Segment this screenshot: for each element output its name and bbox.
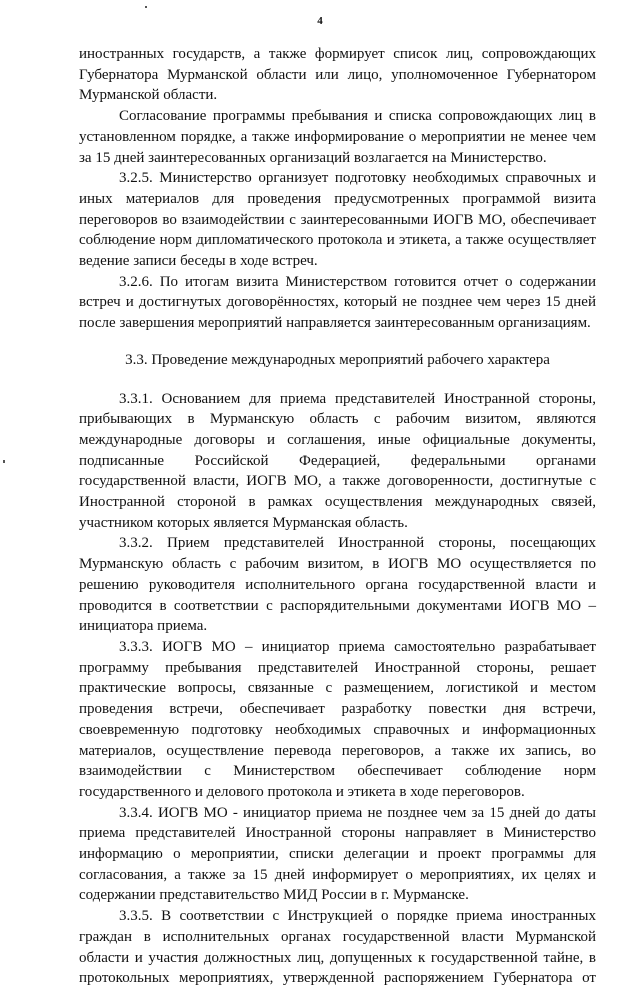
- paragraph-continuation: иностранных государств, а также формирует список лиц, сопровождающих Губернатора Мурманской области или лицо, уполномоченное Губернатором Мурманской области.: [79, 46, 596, 104]
- paragraph-3-2-5: 3.2.5. Министерство организует подготовку необходимых справочных и иных материалов для проведения предусмотренных программой визита переговоров во взаимодействии с заинтересованными ИОГВ МО, обеспечивает соблюдение норм дипломатического протокола и этикета, а также осуществляет ведение записи беседы в ходе встреч.: [79, 170, 596, 270]
- paragraph-3-2-6: 3.2.6. По итогам визита Министерством готовится отчет о содержании встреч и достигнутых договорённостях, который не позднее чем через 15 дней после завершения мероприятий направляется заинтересованным организациям.: [79, 273, 596, 332]
- paragraph-program-approval: Согласование программы пребывания и списка сопровождающих лиц в установленном порядке, а также информирование о мероприятии не менее чем за 15 дней заинтересованных организаций возлагается на Министерство.: [79, 108, 596, 166]
- section-heading-3-3: 3.3. Проведение международных мероприятий рабочего характера: [125, 351, 550, 368]
- paragraph-3-3-5: 3.3.5. В соответствии с Инструкцией о порядке приема иностранных граждан в исполнительных органах государственной власти Мурманской области и участия должностных лиц, допущенных к государственной тайне, в протокольных мероприятиях, утвержденной распоряжением Губернатора от: [79, 908, 596, 987]
- paragraph-3-3-1: 3.3.1. Основанием для приема представителей Иностранной стороны, прибывающих в Мурманскую область с рабочим визитом, являются международные договоры и соглашения, иные официальные документы, подписанные Российской Федерацией, федеральными органами государственной власти, ИОГВ МО, а также договоренности, достигнутые с Иностранной стороной в рамках осуществления международных связей, участником которых является Мурманская область.: [79, 390, 596, 531]
- page-number: 4: [317, 15, 323, 27]
- scan-artifact-mark: [145, 6, 147, 8]
- document-body: [79, 44, 596, 989]
- paragraph-3-3-3: 3.3.3. ИОГВ МО – инициатор приема самостоятельно разрабатывает программу пребывания представителей Иностранной стороны, решает практические вопросы, связанные с размещением, логистикой и местом проведения встречи, обеспечивает разработку повестки дня встречи, своевременную подготовку необходимых справочных и информационных материалов, осуществление перевода переговоров, а также их запись, во взаимодействии с Министерством обеспечивает соблюдение норм государственного и делового протокола и этикета в ходе переговоров.: [79, 638, 596, 800]
- paragraph-3-3-2: 3.3.2. Прием представителей Иностранной стороны, посещающих Мурманскую область с рабочим визитом, в ИОГВ МО осуществляется по решению руководителя исполнительного органа государственной власти и проводится в соответствии с распорядительными документами ИОГВ МО – инициатора приема.: [79, 535, 596, 635]
- paragraph-3-3-4: 3.3.4. ИОГВ МО - инициатор приема не позднее чем за 15 дней до даты приема представителей Иностранной стороны направляет в Министерство информацию о мероприятии, списки делегации и проект программы для согласования, а также за 15 дней информирует о мероприятиях, их целях и содержании представительство МИД России в г. Мурманске.: [79, 804, 596, 904]
- scan-artifact-mark: [3, 460, 5, 463]
